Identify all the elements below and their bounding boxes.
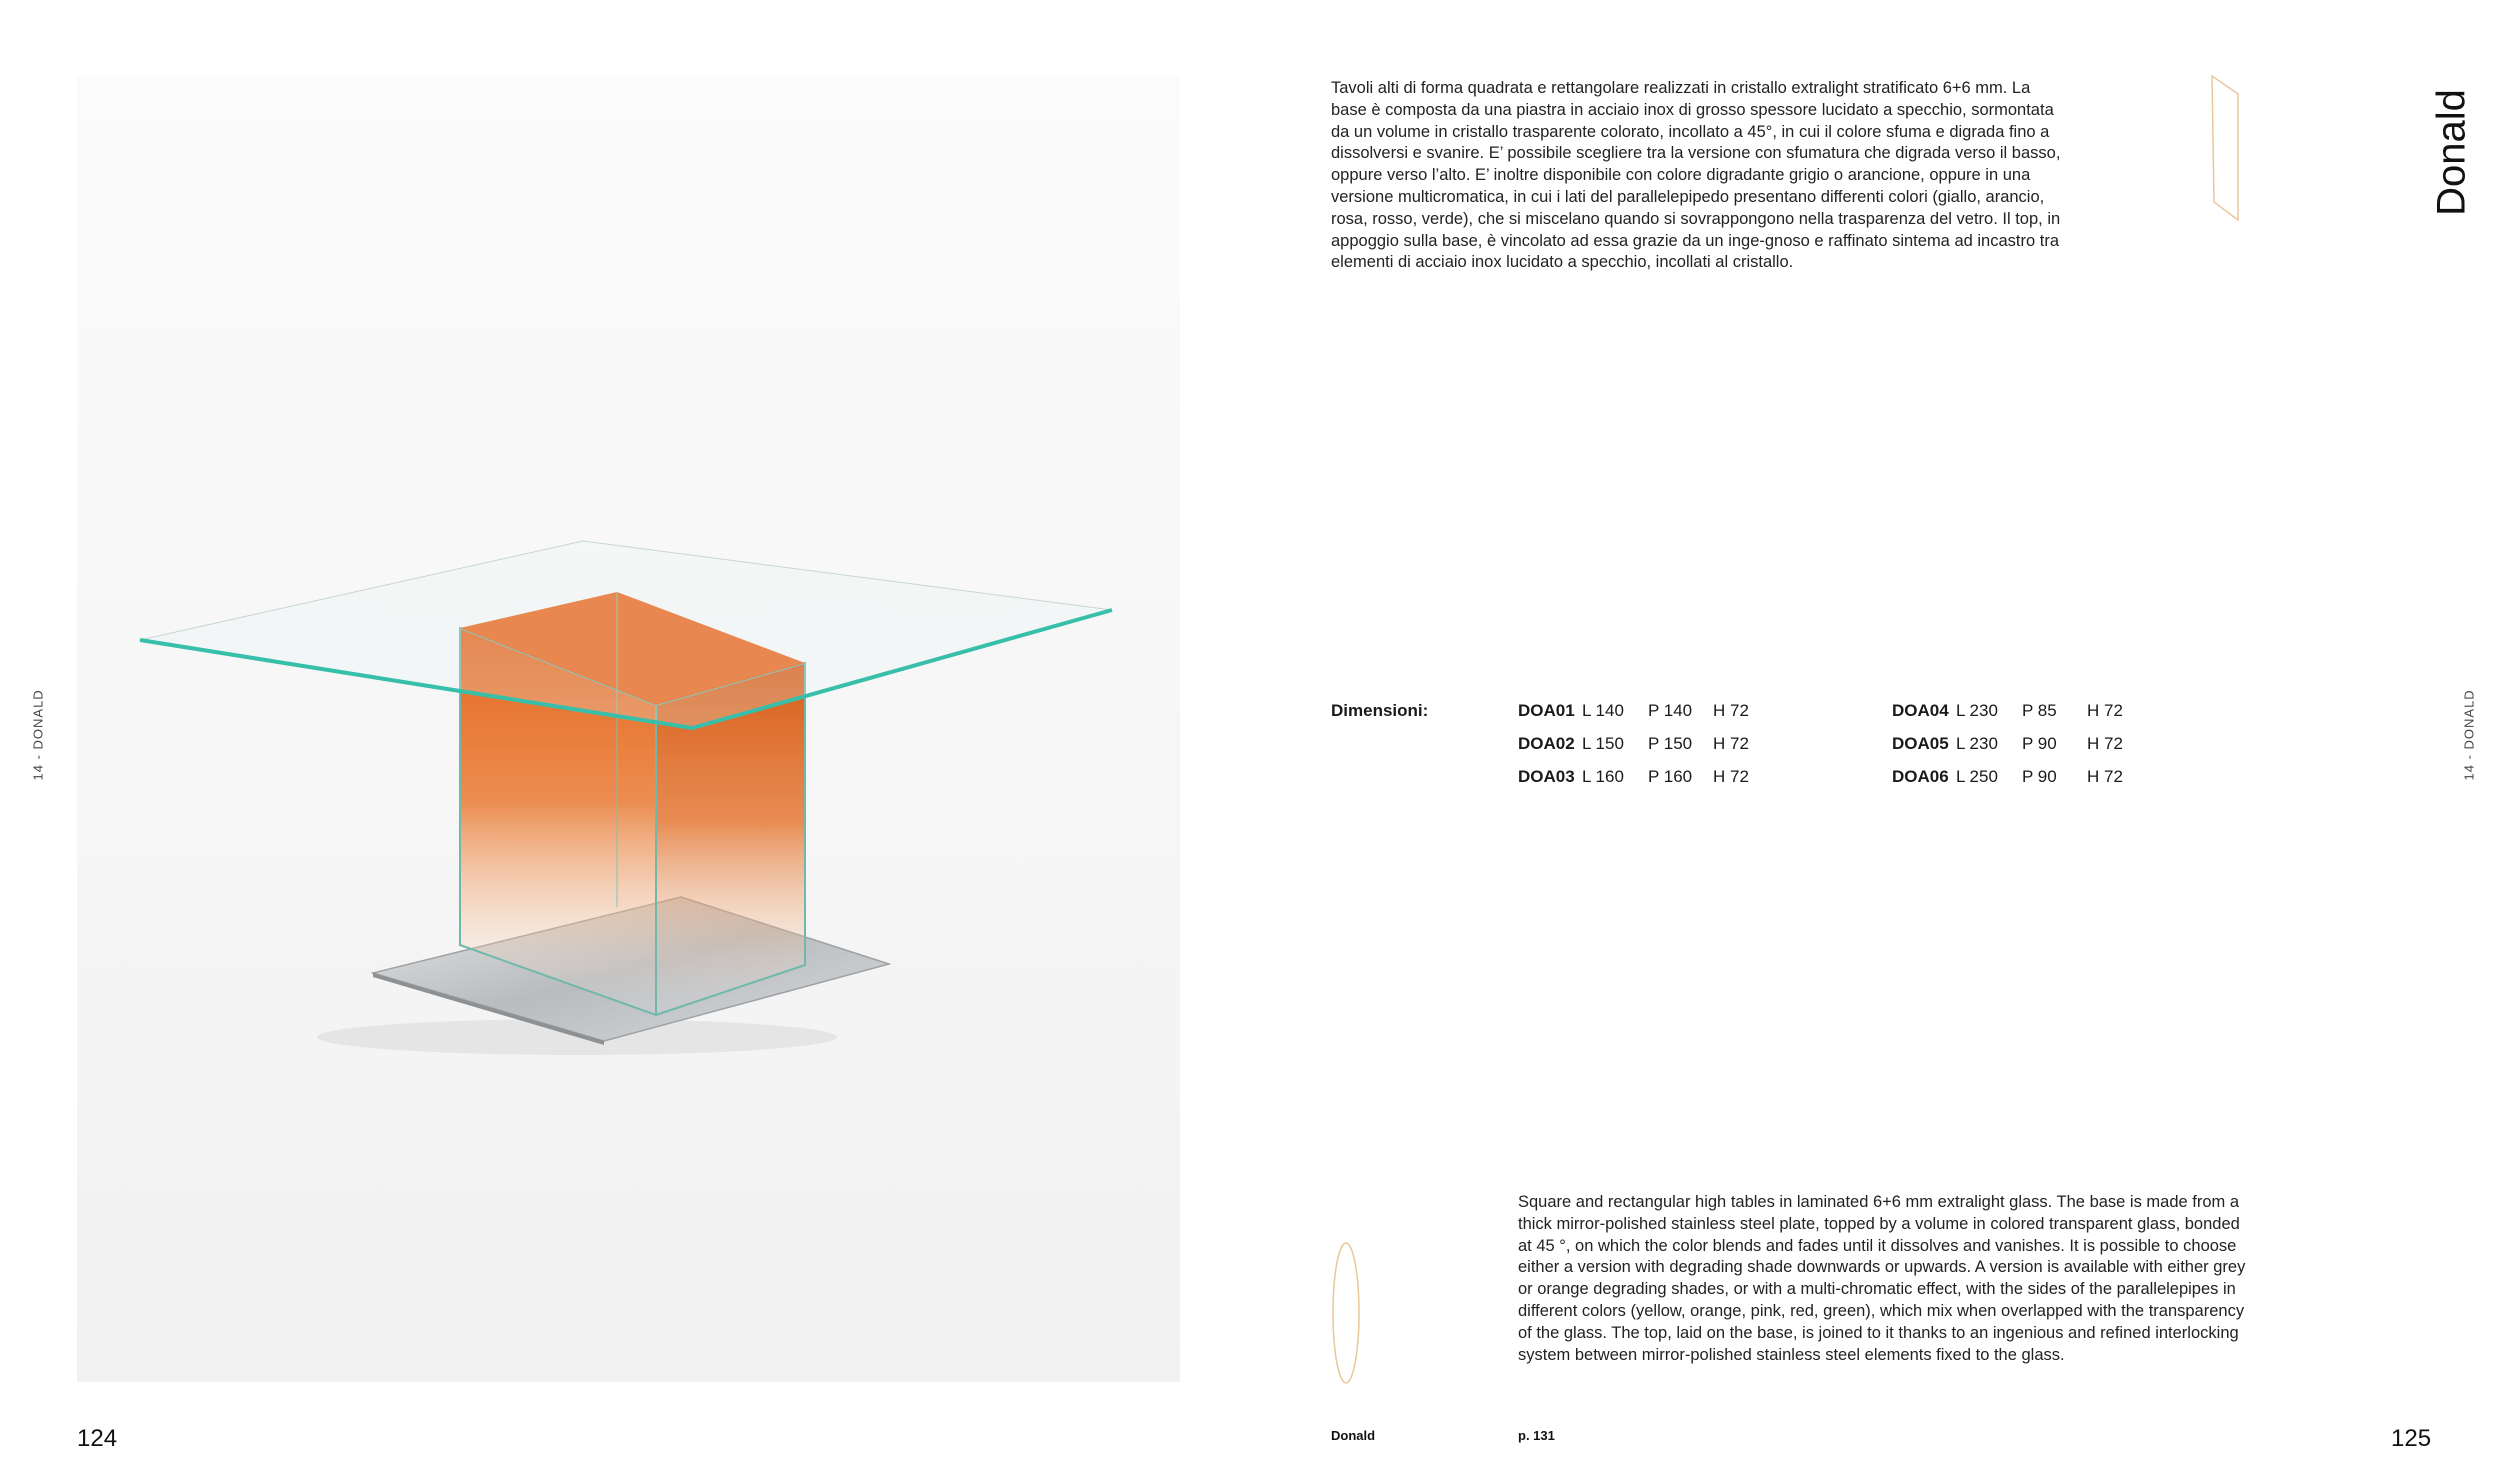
dimension-row [1518, 767, 1773, 800]
dimension-height: H 72 [1713, 734, 1749, 753]
dimension-row [1518, 701, 1773, 734]
dimension-height: H 72 [2087, 701, 2123, 720]
dimension-length: L 160 [1582, 767, 1624, 786]
dimensions-column-1 [1518, 701, 1773, 800]
dimension-height: H 72 [2087, 734, 2123, 753]
decorative-shape-bottom [1330, 1240, 1362, 1386]
left-side-label: 14 - DONALD [30, 689, 46, 781]
glass-table-illustration [77, 77, 1180, 1382]
dimension-depth: P 160 [1648, 767, 1693, 786]
dimension-depth: P 90 [2022, 767, 2057, 786]
description-italian: Tavoli alti di forma quadrata e rettangolare realizzati in cristallo extralight stratificato 6+6 mm. La base è composta da una piastra in acciaio inox di grosso spessore lucidato a specchio, sormontata da un volume in cristallo trasparente colorato, incollato a 45°, in cui il colore sfuma e digrada fino a dissolversi e svanire. E’ possibile scegliere tra la versione con sfumatura che digrada verso il basso, oppure verso l’alto. E’ inoltre disponibile con colore digradante grigio o arancione, oppure in una versione multicromatica, in cui i lati del parallelepipedo presentano differenti colori (giallo, arancio, rosa, rosso, verde), che si miscelano quando si sovrappongono nella trasparenza del vetro. Il top, in appoggio sulla base, è vincolato ad essa grazie da un inge-gnoso e raffinato sintema ad incastro tra elementi di acciaio inox lucidato a specchio, incollati al cristallo. [1331, 79, 2061, 272]
right-side-label: 14 - DONALD [2461, 689, 2477, 781]
product-photo [77, 77, 1180, 1382]
dimension-depth: P 140 [1648, 701, 1693, 720]
dimensions-label: Dimensioni: [1331, 701, 1429, 720]
dimension-length: L 150 [1582, 734, 1624, 753]
page-number-right: 125 [2391, 1425, 2432, 1452]
dimension-row [1892, 701, 2147, 734]
dimension-length: L 140 [1582, 701, 1624, 720]
dimension-code: DOA05 [1892, 734, 1949, 753]
dimension-length: L 230 [1956, 734, 1998, 753]
dimensions-column-2 [1892, 701, 2147, 800]
dimension-depth: P 85 [2022, 701, 2057, 720]
dimension-code: DOA01 [1518, 701, 1575, 720]
dimension-code: DOA03 [1518, 767, 1575, 786]
dimension-row [1892, 767, 2147, 800]
dimension-code: DOA06 [1892, 767, 1949, 786]
dimension-height: H 72 [1713, 767, 1749, 786]
product-title: Donald [2429, 89, 2474, 216]
page-number-left: 124 [77, 1425, 118, 1452]
dimension-depth: P 90 [2022, 734, 2057, 753]
dimension-row [1892, 734, 2147, 767]
dimension-length: L 250 [1956, 767, 1998, 786]
footer-page-reference: p. 131 [1518, 1428, 1555, 1443]
dimension-code: DOA02 [1518, 734, 1575, 753]
dimension-length: L 230 [1956, 701, 1998, 720]
description-english: Square and rectangular high tables in laminated 6+6 mm extralight glass. The base is made from a thick mirror-polished stainless steel plate, topped by a volume in colored transparent glass, bonded at 45 °, on which the color blends and fades until it dissolves and vanishes. It is possible to choose either a version with degrading shade downwards or upwards. A version is available with either grey or orange degrading shades, or with a multi-chromatic effect, with the sides of the parallelepipes in different colors (yellow, orange, pink, red, green), which mix when overlapped with the transparency of the glass. The top, laid on the base, is joined to it thanks to an ingenious and refined interlocking system between mirror-polished stainless steel elements fixed to the glass. [1518, 1193, 2246, 1364]
dimension-height: H 72 [2087, 767, 2123, 786]
dimension-depth: P 150 [1648, 734, 1693, 753]
dimension-code: DOA04 [1892, 701, 1949, 720]
glass-tabletop [140, 541, 1112, 728]
footer-product-name: Donald [1331, 1428, 1376, 1443]
decorative-shape-top [2210, 74, 2242, 224]
dimension-row [1518, 734, 1773, 767]
dimension-height: H 72 [1713, 701, 1749, 720]
